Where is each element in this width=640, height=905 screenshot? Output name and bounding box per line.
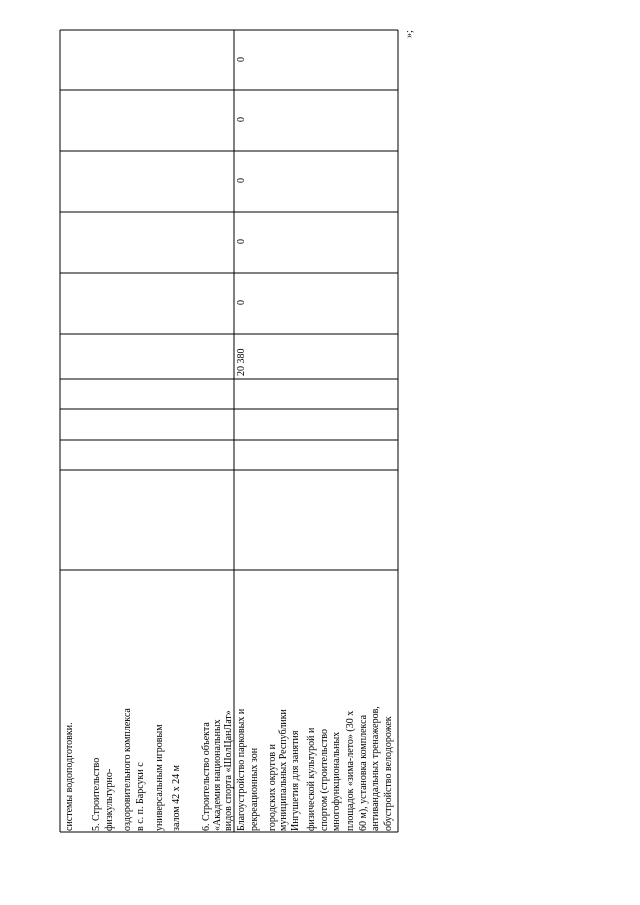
col2-label-line: 60 м), установка комплекса	[358, 714, 369, 831]
col1-label-line: системы водоподготовки.	[64, 722, 75, 831]
col2-label-line: Ингушетия для занятия	[290, 730, 301, 831]
col1-label-group	[64, 708, 234, 831]
cell-value: 20 380	[236, 348, 247, 376]
cell-value: 0	[236, 178, 247, 183]
col2-label-line: многофункциональных	[331, 731, 342, 831]
col1-label-line: оздоровительного комплекса	[122, 708, 133, 831]
cell-values	[236, 57, 247, 376]
col1-label-line: залом 42 х 24 м	[171, 765, 182, 831]
cell-value: 0	[236, 57, 247, 62]
col2-label-line: обустройство велодорожек	[383, 716, 394, 831]
col2-label-group	[236, 706, 394, 831]
col2-label-line: Благоустройство парковых и	[236, 708, 247, 831]
col2-label-line: рекреационных зон	[249, 747, 260, 831]
col1-label-line: «Академия национальных	[212, 719, 223, 831]
col1-label-line: 6. Строительство объекта	[201, 722, 212, 831]
margin-closing-mark: »;	[404, 30, 415, 38]
col2-label-line: городских округов и	[267, 744, 278, 831]
col1-label-line: в с. п. Барсуки с	[135, 762, 146, 831]
col2-label-line: антивандальных тренажеров,	[370, 706, 381, 831]
col2-label-line: площадок «зима-лето» (30 х	[345, 710, 356, 831]
col1-label-line: видов спорта «ШолЦанЛат»	[223, 710, 234, 831]
col2-label-line: физической культурой и	[306, 727, 317, 831]
col1-label-line: физкультурно-	[104, 768, 115, 831]
cell-value: 0	[236, 300, 247, 305]
col2-label-line: спортом (строительство	[319, 729, 330, 831]
col2-label-line: муниципальных Республики	[278, 709, 289, 831]
cell-value: 0	[236, 117, 247, 122]
col1-label-line: универсальным игровым	[154, 724, 165, 831]
cell-value: 0	[236, 239, 247, 244]
col1-label-line: 5. Строительство	[91, 757, 102, 831]
